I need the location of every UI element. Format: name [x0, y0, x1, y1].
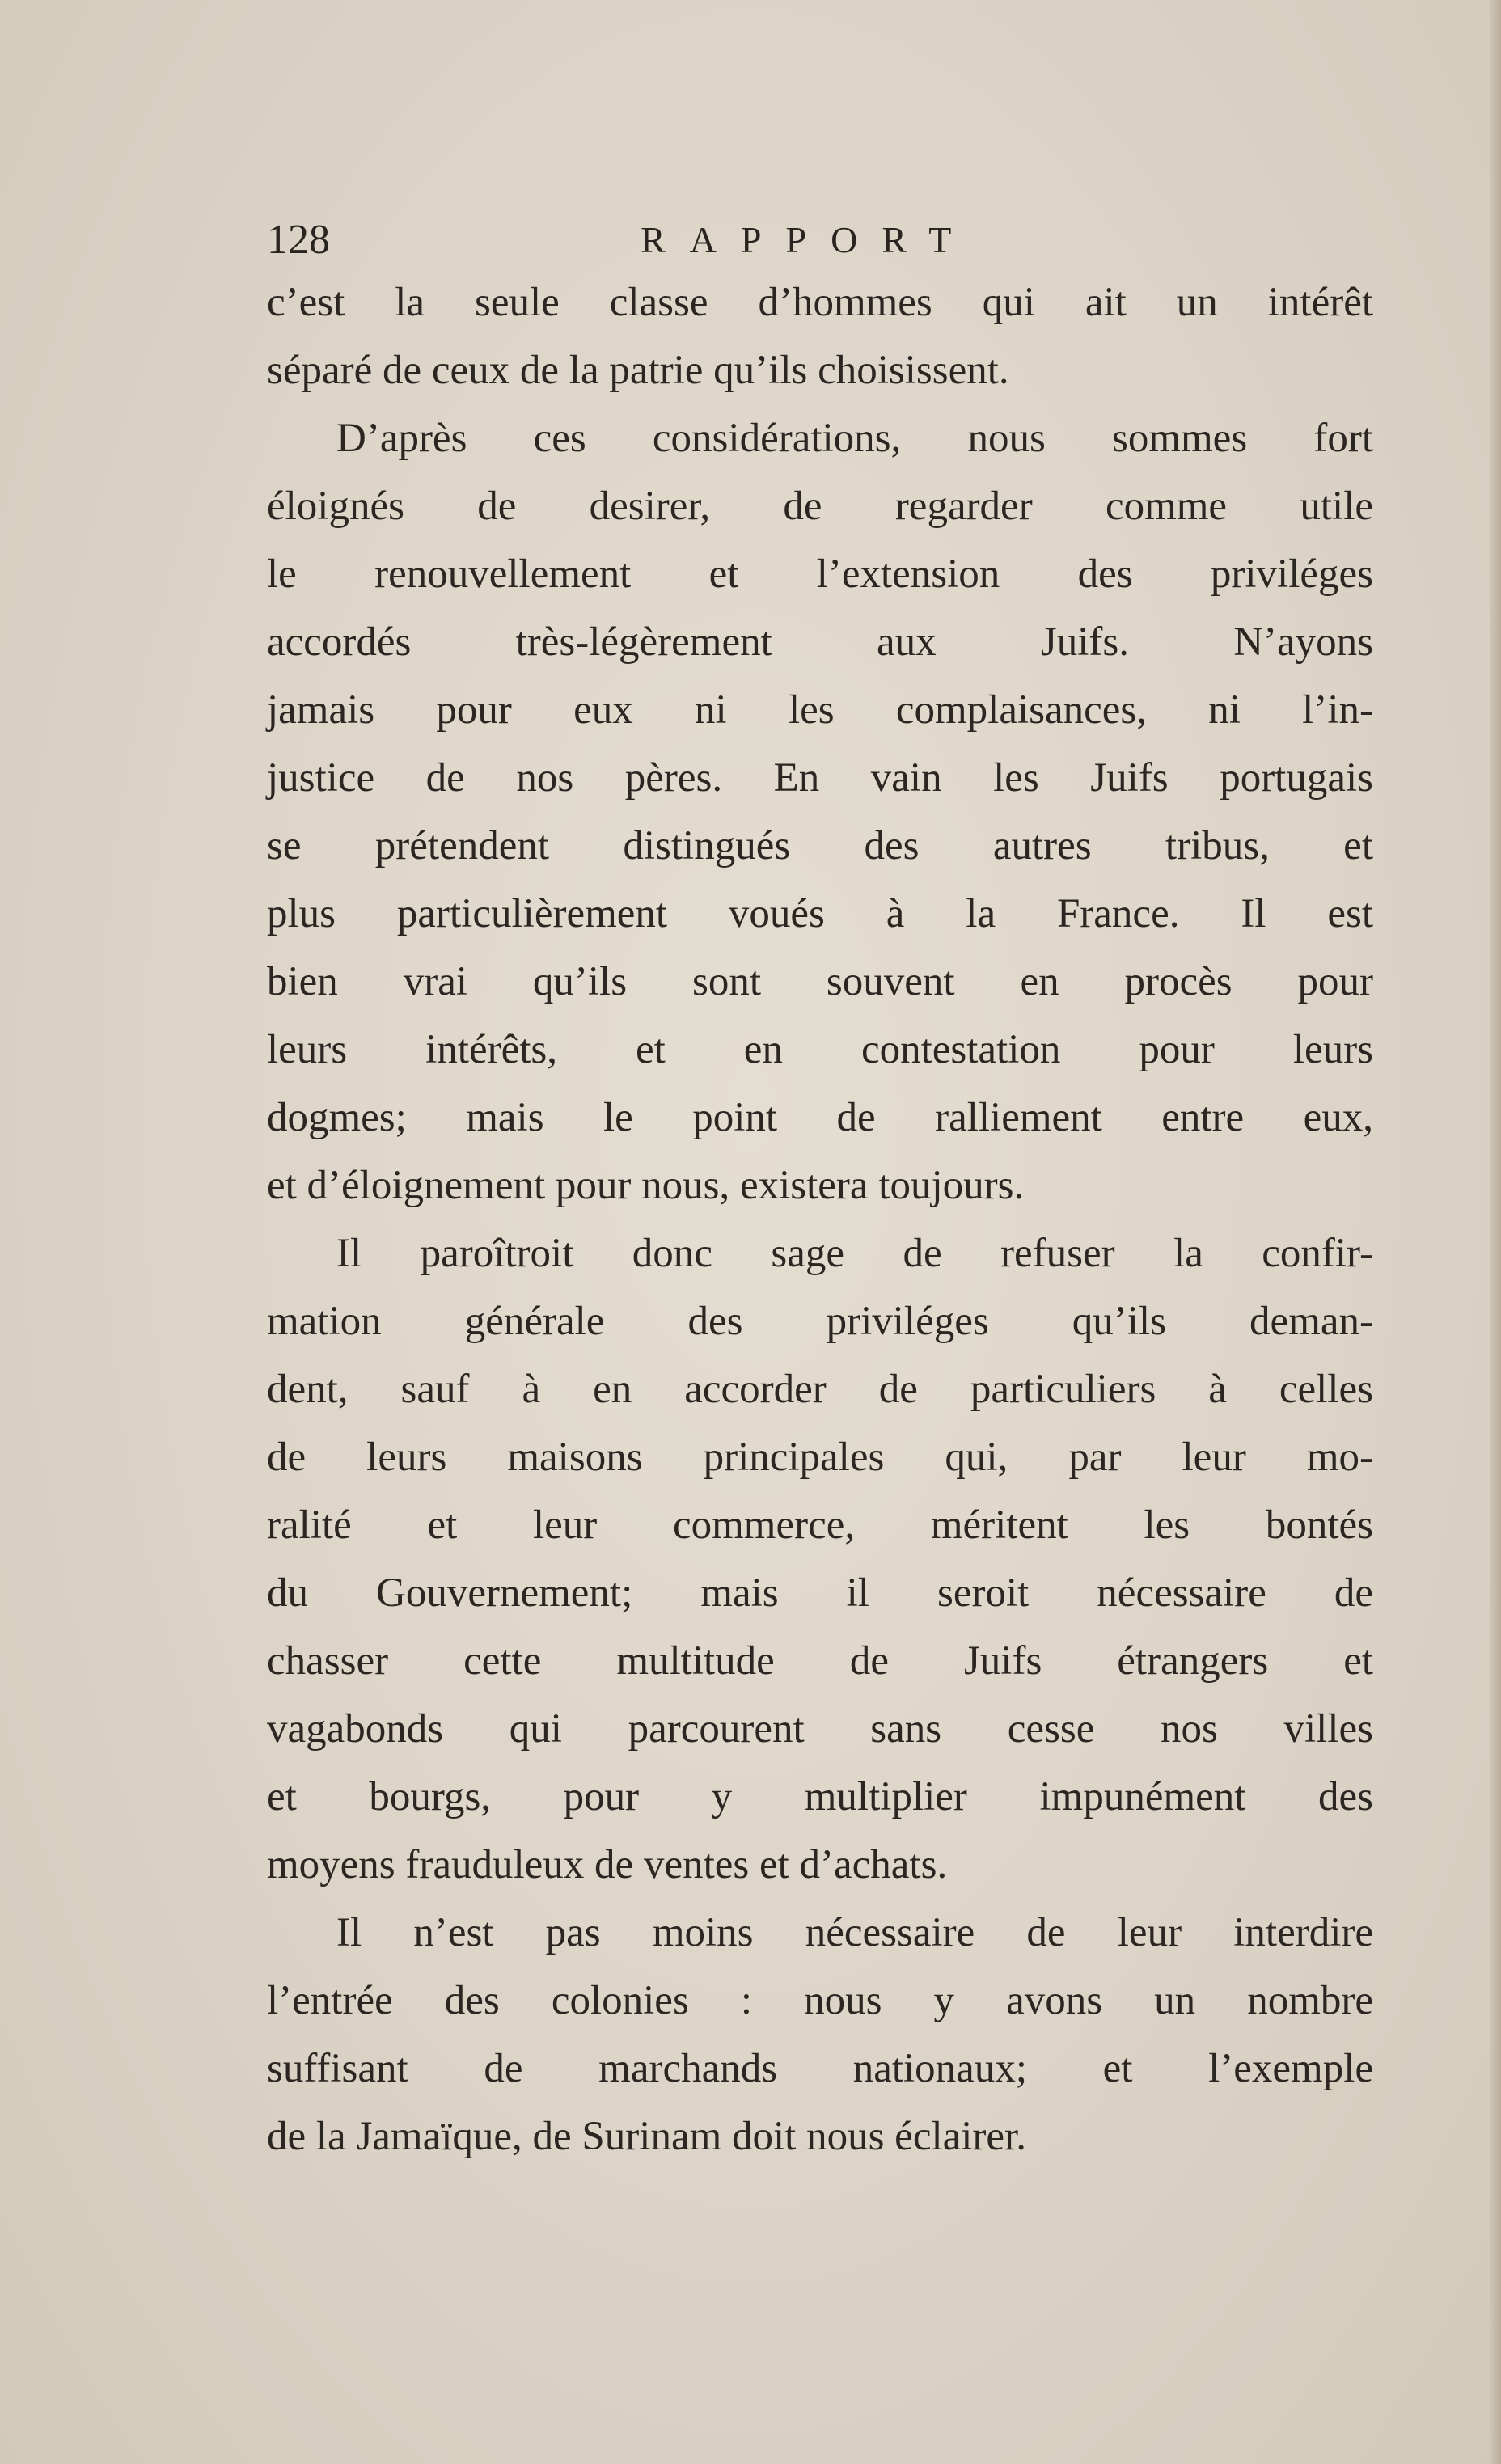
text-line: chasser cette multitude de Juifs étrangers et: [267, 1638, 1373, 1684]
text-line: du Gouvernement; mais il seroit nécessaire de: [267, 1570, 1373, 1616]
text-line: de la Jamaïque, de Surinam doit nous éclairer.: [267, 2114, 1026, 2159]
text-line: de leurs maisons principales qui, par leur mo-: [267, 1435, 1373, 1480]
text-line: c’est la seule classe d’hommes qui ait un intérêt: [267, 280, 1373, 325]
text-line: leurs intérêts, et en contestation pour leurs: [267, 1027, 1373, 1072]
page-header: [267, 212, 1399, 268]
text-line: bien vrai qu’ils sont souvent en procès pour: [267, 959, 1373, 1004]
page-edge: [1490, 0, 1501, 2464]
text-line: D’après ces considérations, nous sommes fort: [336, 416, 1373, 461]
body-text: [267, 268, 1373, 2170]
text-line: et d’éloignement pour nous, existera toujours.: [267, 1163, 1025, 1208]
text-line: accordés très-légèrement aux Juifs. N’ayons: [267, 619, 1373, 665]
text-line: séparé de ceux de la patrie qu’ils choisissent.: [267, 348, 1009, 393]
text-line: moyens frauduleux de ventes et d’achats.: [267, 1842, 948, 1887]
text-line: plus particulièrement voués à la France. Il est: [267, 891, 1373, 936]
text-line: se prétendent distingués des autres tribus, et: [267, 823, 1373, 869]
text-line: justice de nos pères. En vain les Juifs portugais: [267, 755, 1373, 801]
text-line: Il paroîtroit donc sage de refuser la confir-: [336, 1231, 1373, 1276]
text-line: le renouvellement et l’extension des priviléges: [267, 552, 1373, 597]
text-line: dogmes; mais le point de ralliement entre eux,: [267, 1095, 1373, 1140]
text-line: ralité et leur commerce, méritent les bontés: [267, 1502, 1373, 1548]
running-head: RAPPORT: [641, 219, 976, 260]
page-number: 128: [267, 217, 330, 263]
text-line: l’entrée des colonies : nous y avons un nombre: [267, 1978, 1373, 2023]
text-line: vagabonds qui parcourent sans cesse nos villes: [267, 1706, 1373, 1752]
text-line: jamais pour eux ni les complaisances, ni l’in-: [267, 687, 1373, 733]
text-line: mation générale des priviléges qu’ils deman-: [267, 1299, 1373, 1344]
text-line: Il n’est pas moins nécessaire de leur interdire: [336, 1910, 1373, 1955]
text-line: suffisant de marchands nationaux; et l’exemple: [267, 2046, 1373, 2091]
text-line: et bourgs, pour y multiplier impunément des: [267, 1774, 1373, 1819]
text-line: éloignés de desirer, de regarder comme utile: [267, 484, 1373, 529]
text-line: dent, sauf à en accorder de particuliers à celles: [267, 1367, 1373, 1412]
